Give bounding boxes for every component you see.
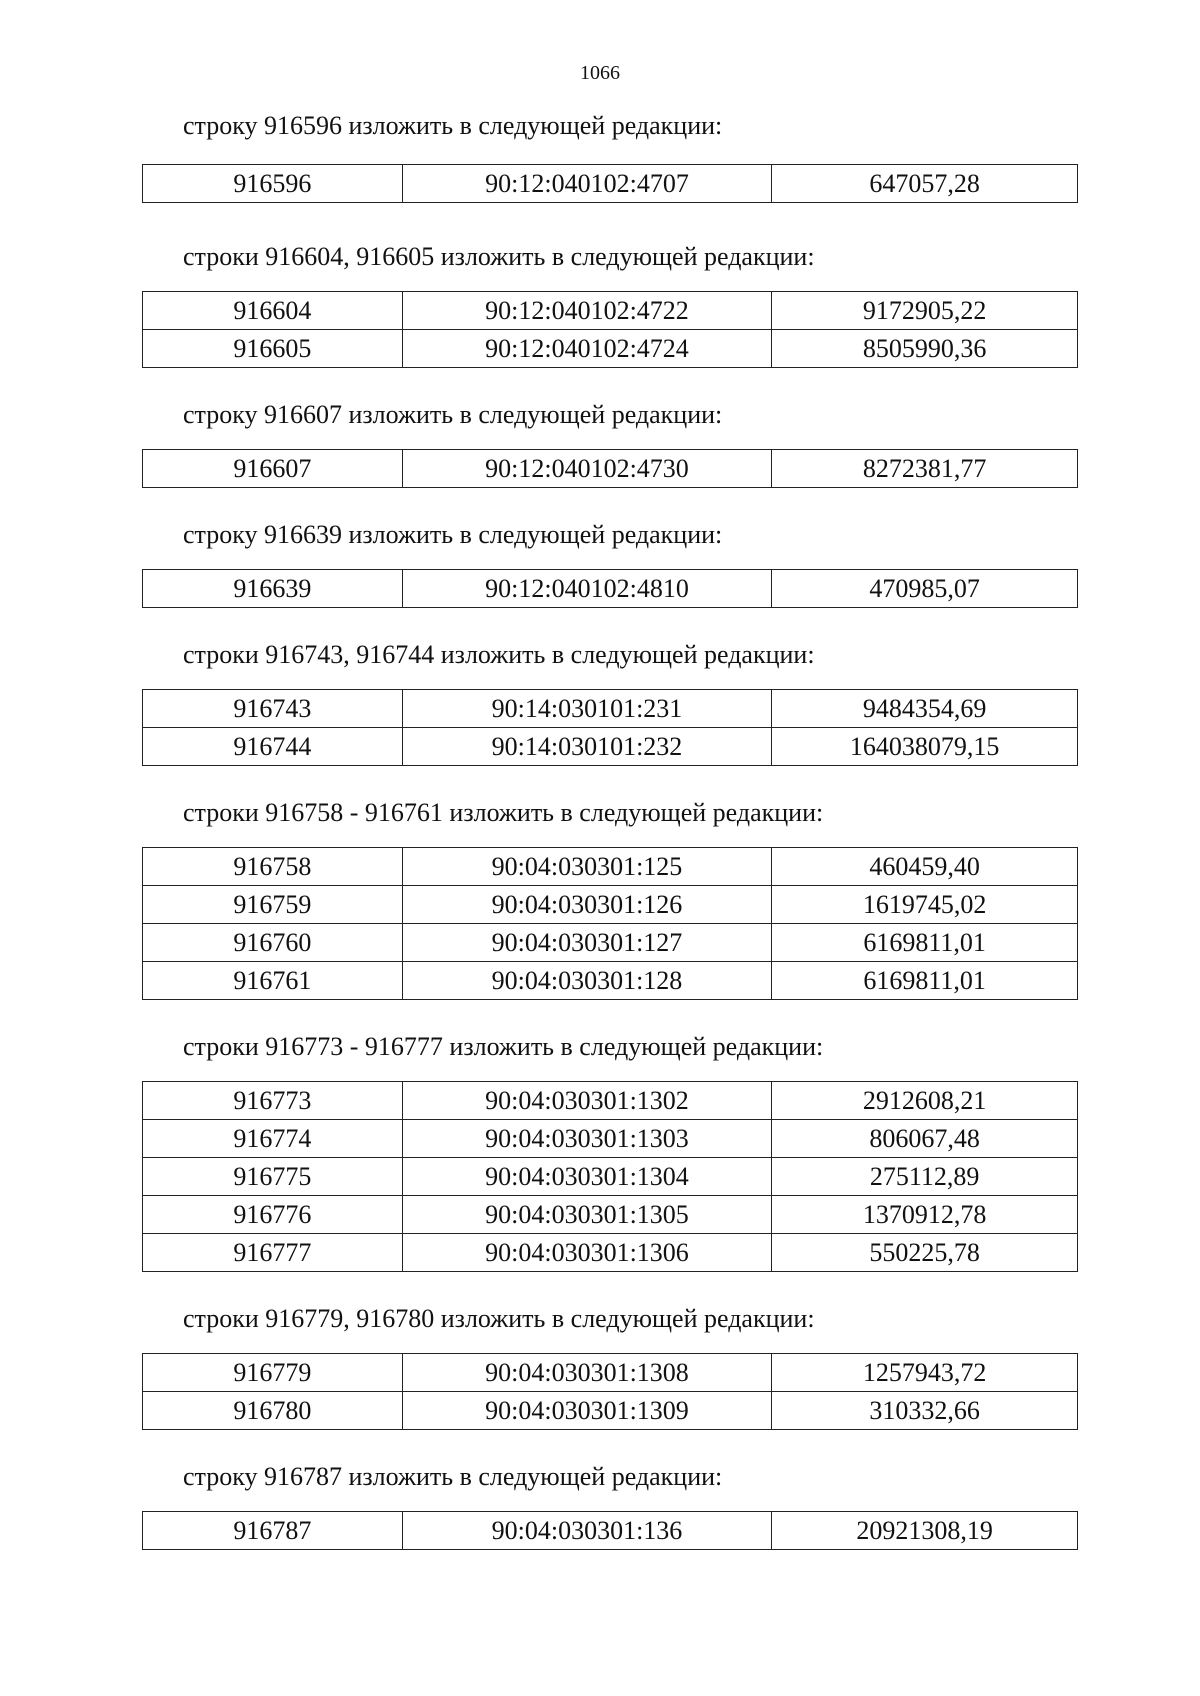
cadastral-number-cell: 90:04:030301:136 — [402, 1512, 772, 1550]
table-row — [143, 962, 1078, 1000]
row-number-cell: 916775 — [143, 1158, 403, 1196]
row-number-cell: 916780 — [143, 1392, 403, 1430]
section-heading: строку 916787 изложить в следующей редакции: — [183, 1462, 723, 1491]
section-heading: строки 916779, 916780 изложить в следующей редакции: — [183, 1304, 815, 1333]
section-heading: строку 916607 изложить в следующей редакции: — [183, 400, 723, 429]
value-cell: 20921308,19 — [772, 1512, 1078, 1550]
amendment-section — [0, 635, 1200, 793]
table-row — [143, 924, 1078, 962]
cadastral-number-cell: 90:12:040102:4707 — [402, 165, 772, 203]
amendment-table — [142, 291, 1078, 368]
value-cell: 2912608,21 — [772, 1082, 1078, 1120]
amendment-table — [142, 847, 1078, 1000]
row-number-cell: 916744 — [143, 728, 403, 766]
amendment-table — [142, 1081, 1078, 1272]
value-cell: 9172905,22 — [772, 292, 1078, 330]
cadastral-number-cell: 90:12:040102:4722 — [402, 292, 772, 330]
table-row — [143, 1120, 1078, 1158]
cadastral-number-cell: 90:12:040102:4730 — [402, 450, 772, 488]
table-row — [143, 1392, 1078, 1430]
value-cell: 1619745,02 — [772, 886, 1078, 924]
row-number-cell: 916774 — [143, 1120, 403, 1158]
amendment-section — [0, 1457, 1200, 1550]
amendment-section — [0, 1299, 1200, 1457]
table-row — [143, 1512, 1078, 1550]
amendment-table — [142, 689, 1078, 766]
section-heading: строки 916758 - 916761 изложить в следующей редакции: — [183, 798, 824, 827]
table-row — [143, 1354, 1078, 1392]
cadastral-number-cell: 90:12:040102:4724 — [402, 330, 772, 368]
row-number-cell: 916773 — [143, 1082, 403, 1120]
amendment-table — [142, 569, 1078, 608]
section-heading: строку 916639 изложить в следующей редакции: — [183, 520, 723, 549]
row-number-cell: 916779 — [143, 1354, 403, 1392]
row-number-cell: 916596 — [143, 165, 403, 203]
value-cell: 460459,40 — [772, 848, 1078, 886]
cadastral-number-cell: 90:04:030301:128 — [402, 962, 772, 1000]
row-number-cell: 916787 — [143, 1512, 403, 1550]
amendment-section — [0, 395, 1200, 515]
cadastral-number-cell: 90:04:030301:1304 — [402, 1158, 772, 1196]
cadastral-number-cell: 90:04:030301:1309 — [402, 1392, 772, 1430]
value-cell: 164038079,15 — [772, 728, 1078, 766]
cadastral-number-cell: 90:14:030101:231 — [402, 690, 772, 728]
amendment-section — [0, 793, 1200, 1027]
amendment-section — [0, 515, 1200, 635]
value-cell: 6169811,01 — [772, 962, 1078, 1000]
value-cell: 806067,48 — [772, 1120, 1078, 1158]
amendment-section — [0, 237, 1200, 395]
value-cell: 8505990,36 — [772, 330, 1078, 368]
cadastral-number-cell: 90:04:030301:1308 — [402, 1354, 772, 1392]
value-cell: 550225,78 — [772, 1234, 1078, 1272]
cadastral-number-cell: 90:04:030301:125 — [402, 848, 772, 886]
row-number-cell: 916743 — [143, 690, 403, 728]
cadastral-number-cell: 90:04:030301:126 — [402, 886, 772, 924]
value-cell: 310332,66 — [772, 1392, 1078, 1430]
value-cell: 6169811,01 — [772, 924, 1078, 962]
page-number: 1066 — [580, 62, 620, 84]
row-number-cell: 916761 — [143, 962, 403, 1000]
table-row — [143, 292, 1078, 330]
row-number-cell: 916776 — [143, 1196, 403, 1234]
table-row — [143, 690, 1078, 728]
section-heading: строку 916596 изложить в следующей редакции: — [183, 111, 723, 140]
amendment-section — [0, 1027, 1200, 1299]
table-row — [143, 848, 1078, 886]
row-number-cell: 916639 — [143, 570, 403, 608]
value-cell: 1257943,72 — [772, 1354, 1078, 1392]
value-cell: 647057,28 — [772, 165, 1078, 203]
cadastral-number-cell: 90:04:030301:1303 — [402, 1120, 772, 1158]
cadastral-number-cell: 90:04:030301:1305 — [402, 1196, 772, 1234]
table-row — [143, 1082, 1078, 1120]
table-row — [143, 886, 1078, 924]
amendment-table — [142, 1353, 1078, 1430]
value-cell: 275112,89 — [772, 1158, 1078, 1196]
cadastral-number-cell: 90:14:030101:232 — [402, 728, 772, 766]
row-number-cell: 916604 — [143, 292, 403, 330]
cadastral-number-cell: 90:04:030301:127 — [402, 924, 772, 962]
section-heading: строки 916773 - 916777 изложить в следующей редакции: — [183, 1032, 824, 1061]
table-row — [143, 1234, 1078, 1272]
amendment-section — [0, 106, 1200, 237]
row-number-cell: 916760 — [143, 924, 403, 962]
cadastral-number-cell: 90:04:030301:1302 — [402, 1082, 772, 1120]
cadastral-number-cell: 90:04:030301:1306 — [402, 1234, 772, 1272]
table-row — [143, 570, 1078, 608]
value-cell: 470985,07 — [772, 570, 1078, 608]
row-number-cell: 916758 — [143, 848, 403, 886]
document-body — [0, 106, 1200, 1550]
amendment-table — [142, 1511, 1078, 1550]
value-cell: 9484354,69 — [772, 690, 1078, 728]
value-cell: 1370912,78 — [772, 1196, 1078, 1234]
table-row — [143, 1196, 1078, 1234]
table-row — [143, 1158, 1078, 1196]
table-row — [143, 330, 1078, 368]
value-cell: 8272381,77 — [772, 450, 1078, 488]
section-heading: строки 916743, 916744 изложить в следующей редакции: — [183, 640, 815, 669]
row-number-cell: 916605 — [143, 330, 403, 368]
amendment-table — [142, 164, 1078, 203]
table-row — [143, 165, 1078, 203]
cadastral-number-cell: 90:12:040102:4810 — [402, 570, 772, 608]
table-row — [143, 450, 1078, 488]
row-number-cell: 916777 — [143, 1234, 403, 1272]
section-heading: строки 916604, 916605 изложить в следующей редакции: — [183, 242, 815, 271]
amendment-table — [142, 449, 1078, 488]
table-row — [143, 728, 1078, 766]
row-number-cell: 916759 — [143, 886, 403, 924]
row-number-cell: 916607 — [143, 450, 403, 488]
